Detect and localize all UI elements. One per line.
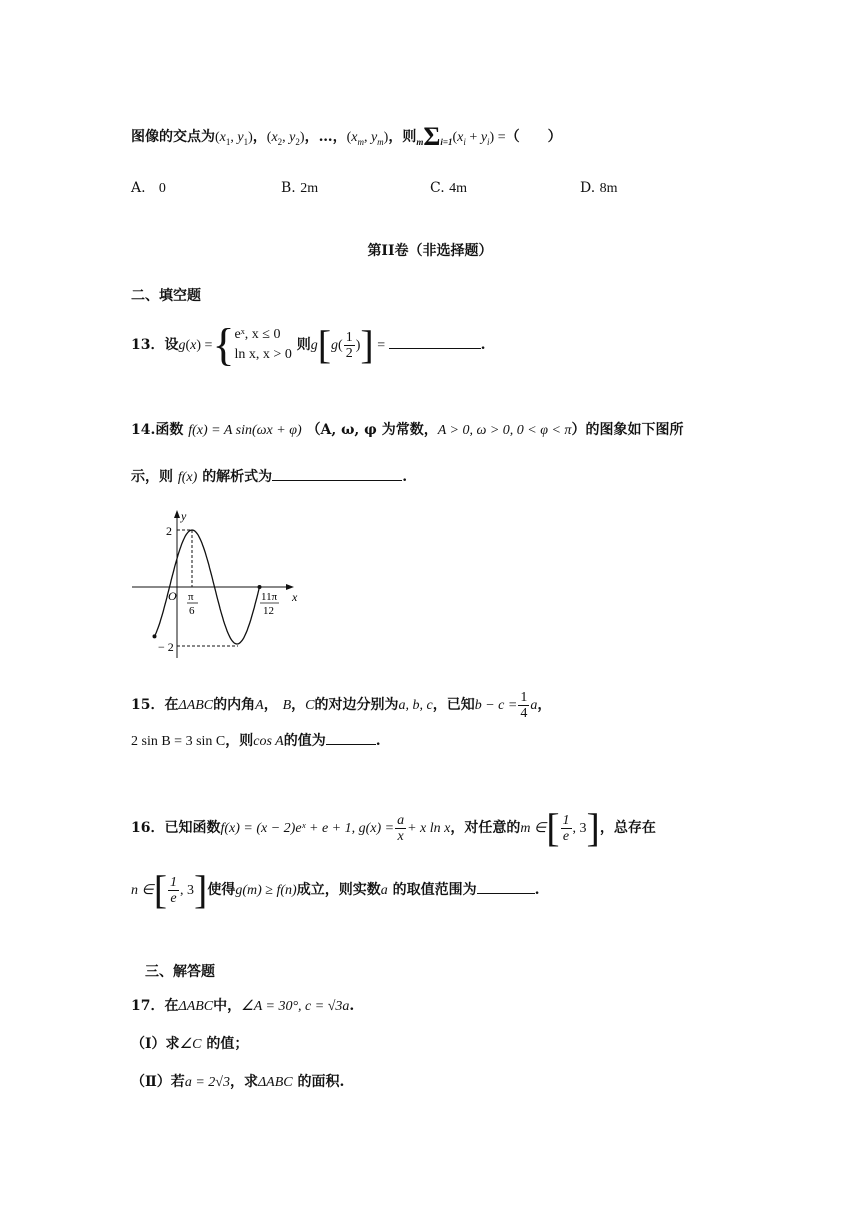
q12-stem: 图像的交点为($x_1$, $y_1$)，($x_2$, $y_2$)，…，($x_m$, $y_m$)，则$m\Sigma i=1(x_i + y_i)$ =（ ） — [131, 122, 562, 151]
q13-number: 13．设 — [131, 337, 179, 353]
x-tick2-num: 11π — [261, 591, 278, 603]
option-d: D. 8m — [580, 180, 618, 196]
q14-answer-blank — [272, 466, 402, 481]
q13-answer-blank — [389, 334, 481, 349]
q13-case1: eˣ, x ≤ 0 — [234, 327, 281, 342]
q13: 13．设g(x) ={ eˣ, x ≤ 0 ln x, x > 0 则g[g( $\frac{1}{2}$ )] = . — [131, 319, 486, 370]
y-axis-label: y — [181, 509, 187, 523]
q17-part2: （Ⅱ）若a = 2√3，求ΔABC 的面积. — [131, 1074, 345, 1090]
fill-section-heading: 二、填空题 — [131, 288, 201, 304]
option-c: C. 4m — [430, 180, 468, 196]
q16-line1: 16．已知函数f(x) = (x − 2)eˣ + e + 1, g(x) = $\frac{a}{x}$ + x ln x，对任意的m ∈[ $\frac{1}{e}$ , 3]，总存在 — [131, 805, 656, 850]
q15-answer-blank — [326, 730, 376, 745]
curve-end-point — [258, 585, 262, 589]
origin-label: O — [168, 589, 177, 603]
q15-line2: 2 sin B = 3 sin C，则cos A的值为 . — [131, 730, 381, 752]
q16-answer-blank — [477, 879, 535, 894]
x-axis-label: x — [292, 590, 298, 604]
q12-answer-paren: （ ） — [505, 129, 562, 145]
q12-prefix: 图像的交点为 — [131, 129, 215, 145]
y-tick-top: 2 — [166, 524, 172, 538]
option-b: B. 2m — [281, 180, 319, 196]
q12-suffix: ，则 — [388, 129, 417, 145]
section2-title: 第II卷（非选择题） — [367, 243, 493, 259]
x-tick1-num: π — [188, 591, 194, 603]
sum-symbol: mΣi=1 — [416, 122, 453, 151]
q13-then: 则 — [296, 337, 311, 353]
q14-line2: 示，则 f(x) 的解析式为 . — [131, 466, 407, 488]
curve-start-point — [153, 634, 157, 638]
x-tick1-den: 6 — [189, 605, 195, 617]
sine-graph — [128, 508, 308, 668]
q14-function: f(x) = A sin(ωx + φ) — [188, 423, 302, 438]
option-a: A. 0 — [131, 180, 166, 196]
q16-line2: n ∈[ $\frac{1}{e}$ , 3]使得g(m) ≥ f(n)成立，则实数a 的取值范围为 . — [131, 867, 540, 912]
q17-part1: （Ⅰ）求∠C 的值； — [131, 1036, 249, 1052]
y-axis-arrow — [174, 510, 180, 518]
q17-stem: 17．在ΔABC中，∠A = 30°, c = √3a. — [131, 998, 355, 1014]
q14-line1: 14.函数 f(x) = A sin(ωx + φ) （A, ω, φ 为常数，A > 0, ω > 0, 0 < φ < π）的图象如下图所 — [131, 422, 684, 438]
solve-section-heading: 三、解答题 — [145, 964, 215, 980]
x-tick2-den: 12 — [263, 605, 274, 617]
q12-ellipsis: … — [318, 129, 333, 145]
y-tick-bottom: − 2 — [158, 640, 174, 654]
q13-case2: ln x, x > 0 — [234, 347, 292, 362]
q15-line1: 15．在ΔABC的内角A， B，C的对边分别为a, b, c，已知b − c = $\frac{1}{4}$ a， — [131, 689, 552, 721]
